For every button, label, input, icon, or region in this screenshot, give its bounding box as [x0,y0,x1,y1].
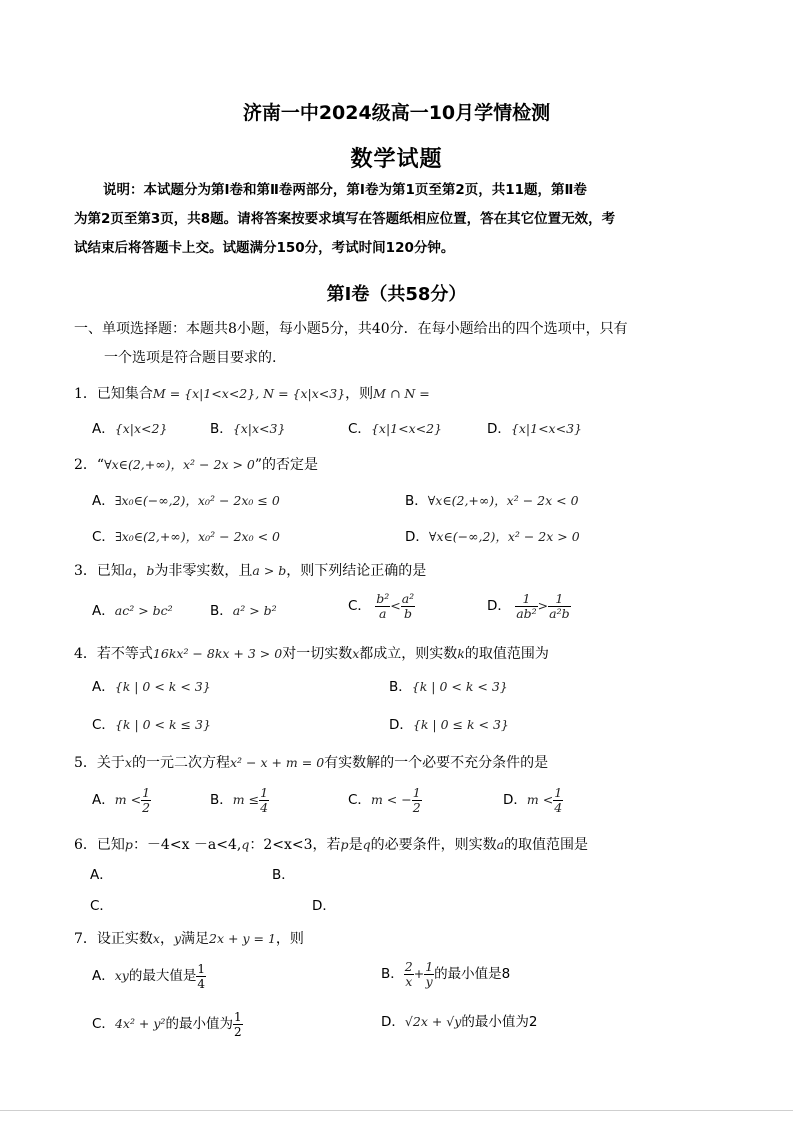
fraction [553,786,563,815]
math-expression: y [173,931,182,946]
question-text: 已知 [96,837,125,853]
option-math: xy [114,968,129,983]
option-math: {k | 0 < k ≤ 3} [114,717,211,732]
fraction [548,592,570,621]
denominator: y [425,974,433,989]
denominator: a [379,606,387,621]
option-label: D． [381,1014,405,1030]
question-text: ， [159,931,174,947]
option-math: {x|1<x<2} [370,421,443,436]
fraction [259,786,269,815]
math-expression: a [124,563,133,578]
relation: < [390,598,401,613]
numerator: 2 [404,959,413,974]
option-label: A． [92,603,115,619]
numerator: a² [401,591,415,606]
numerator: 1 [554,785,563,800]
numerator: 1 [425,959,434,974]
option-label: B． [210,603,233,619]
denominator: 4 [554,800,563,815]
numerator: 1 [197,962,206,976]
option-math: m < [526,792,554,807]
denominator: 2 [412,800,421,815]
math-expression: b [146,563,155,578]
q1-option-d[interactable] [487,417,582,437]
math-expression: 16kx² − 8kx + 3 > 0 [152,646,283,661]
option-math: ∃x₀∈(−∞,2)，x₀² − 2x₀ ≤ 0 [114,493,280,508]
q3-option-d[interactable] [487,592,571,621]
option-label: B． [272,867,295,883]
q5-option-b[interactable] [210,786,269,815]
q3-option-c[interactable] [348,592,415,621]
math-expression: M = {x|1<x<2}, N = {x|x<3} [152,386,346,401]
option-label: D． [487,598,511,614]
fraction [404,960,414,989]
q1-option-c[interactable] [348,417,442,437]
q6-option-d[interactable] [312,894,336,914]
plus-sign: + [413,966,425,981]
math-expression: 2x + y = 1 [209,931,276,946]
option-label: B． [389,679,412,695]
question-text: 都成立，则实数 [359,646,458,662]
question-text: 的取值范围是 [504,837,589,853]
question-text: 关于 [96,755,125,771]
option-label: C． [348,792,371,808]
instructions-line-3: 试结束后将答题卡上交。试题满分150分，考试时间120分钟。 [74,240,455,256]
option-label: D． [312,898,336,914]
question-number: 1． [74,386,97,402]
math-expression: k [457,646,465,661]
option-text: 的最小值为 [165,1016,233,1032]
option-math: ∀x∈(−∞,2)，x² − 2x > 0 [428,529,580,544]
math-expression: x² − x + m = 0 [229,755,325,770]
option-label: C． [90,898,113,914]
math-expression: x [124,755,132,770]
question-text: 有实数解的一个必要不充分条件的是 [324,755,549,771]
question-text: ，则下列结论正确的是 [286,563,427,579]
q4-option-d[interactable] [389,713,509,733]
q3-option-b[interactable] [210,599,277,619]
question-text: ，则 [345,386,374,402]
question-text: ”的否定是 [254,457,319,473]
q5-option-a[interactable] [92,786,151,815]
q2-option-a[interactable] [92,489,280,509]
question-text: ：2<x<3，若 [249,837,341,853]
option-math: {x|x<2} [114,421,168,436]
numerator: 1 [233,1010,242,1024]
q7-option-c[interactable] [92,1010,243,1039]
q6-option-a[interactable] [90,863,113,883]
option-math: {k | 0 < k < 3} [114,679,211,694]
option-text: 的最大值是 [128,968,197,984]
section-title: 第Ⅰ卷（共58分） [326,284,467,305]
instructions-line-2: 为第2页至第3页，共8题。请将答案按要求填写在答题纸相应位置，答在其它位置无效，考 [74,211,616,227]
math-expression: q [362,837,371,852]
denominator: x [405,974,413,989]
school-title: 济南一中2024级高一10月学情检测 [242,102,551,124]
question-2 [74,454,318,474]
question-text: 的一元二次方程 [131,755,230,771]
option-value: 2 [528,1014,538,1030]
relation: > [537,598,549,613]
q7-option-a[interactable] [92,962,206,991]
option-math: {x|x<3} [232,421,286,436]
question-number: 6． [74,837,97,853]
question-text: 已知 [96,563,125,579]
option-math: ac² > bc² [114,603,173,618]
fraction [375,592,390,621]
option-label: A． [92,421,115,437]
question-text: 的必要条件，则实数 [370,837,497,853]
option-text: 的最小值是 [434,966,502,982]
question-text: 已知集合 [96,386,153,402]
option-label: B． [405,493,428,509]
denominator: 2 [233,1025,242,1039]
math-expression: q [241,837,250,852]
option-math: {k | 0 < k < 3} [411,679,508,694]
question-5 [74,752,548,772]
numerator: 1 [548,592,570,607]
q5-option-c[interactable] [348,786,422,815]
q2-option-c[interactable] [92,525,280,545]
math-expression: a [496,837,505,852]
part-heading-line-1: 一、单项选择题：本题共8小题，每小题5分，共40分．在每小题给出的四个选项中，只有 [74,321,628,337]
numerator: b² [376,591,390,606]
fraction [515,592,537,621]
page-bottom-divider [0,1110,793,1111]
option-label: D． [389,717,413,733]
math-expression: p [340,837,349,852]
fraction [401,592,415,621]
option-label: A． [92,792,115,808]
subject-title: 数学试题 [350,147,443,172]
option-label: A． [92,968,115,984]
option-math: a² > b² [232,603,277,618]
option-label: B． [210,421,233,437]
option-math: m ≤ [232,792,260,807]
part-heading-line-2: 一个选项是符合题目要求的. [104,350,277,366]
option-value: 8 [501,966,511,982]
math-expression: p [124,837,133,852]
option-label: C． [348,598,371,614]
numerator: 1 [260,785,269,800]
option-label: C． [92,717,115,733]
q7-option-d[interactable] [381,1010,537,1030]
denominator: 4 [260,800,269,815]
question-7 [74,928,304,948]
question-number: 7． [74,931,97,947]
q2-option-b[interactable] [405,489,579,509]
math-expression: x [152,931,160,946]
question-text: 设正实数 [96,931,153,947]
denominator: b [403,606,412,621]
numerator: 1 [142,785,151,800]
question-1 [74,383,430,403]
q2-option-d[interactable] [405,525,580,545]
option-label: A． [92,679,115,695]
instructions-line-1: 说明：本试题分为第Ⅰ卷和第Ⅱ卷两部分，第Ⅰ卷为第1页至第2页，共11题，第Ⅱ卷 [103,182,587,198]
question-number: 4． [74,646,97,662]
option-label: D． [487,421,511,437]
option-label: C． [92,1016,115,1032]
question-text: 若不等式 [96,646,153,662]
denominator: 2 [142,800,151,815]
math-expression: a > b [252,563,287,578]
option-math: {k | 0 ≤ k < 3} [412,717,509,732]
option-label: A． [90,867,113,883]
option-label: A． [92,493,115,509]
numerator: 1 [515,592,537,607]
question-number: 5． [74,755,97,771]
q5-option-d[interactable] [503,786,563,815]
option-math: m < [114,792,142,807]
q4-option-b[interactable] [389,675,508,695]
fraction [141,786,151,815]
question-text: “ [96,457,105,473]
fraction [196,962,206,991]
option-label: D． [503,792,527,808]
q4-option-a[interactable] [92,675,211,695]
option-math: √2x + √y [404,1014,462,1029]
q3-option-a[interactable] [92,599,173,619]
question-text: 满足 [181,931,210,947]
question-number: 2． [74,457,97,473]
option-label: B． [210,792,233,808]
question-6 [74,834,588,854]
option-text: 的最小值为 [461,1014,529,1030]
question-4 [74,643,549,663]
option-label: C． [348,421,371,437]
option-label: B． [381,966,404,982]
question-text: 的取值范围为 [464,646,549,662]
option-label: D． [405,529,429,545]
question-text: ， [132,563,147,579]
option-math: m < − [370,792,412,807]
option-label: C． [92,529,115,545]
option-math: 4x² + y² [114,1016,166,1031]
fraction [424,960,434,989]
question-text: 是 [348,837,363,853]
q6-option-b[interactable] [272,863,295,883]
q1-option-a[interactable] [92,417,167,437]
math-expression: M ∩ N = [373,386,430,401]
question-text: ，则 [275,931,304,947]
math-expression: x [352,646,360,661]
denominator: a²b [549,606,570,621]
option-math: ∀x∈(2,+∞)，x² − 2x < 0 [427,493,579,508]
option-math: {x|1<x<3} [510,421,582,436]
question-text: 为非零实数，且 [154,563,253,579]
fraction [233,1010,243,1039]
q4-option-c[interactable] [92,713,211,733]
question-text: 对一切实数 [282,646,353,662]
q1-option-b[interactable] [210,417,285,437]
numerator: 1 [412,785,421,800]
denominator: 4 [197,977,206,991]
option-math: ∃x₀∈(2,+∞)，x₀² − 2x₀ < 0 [114,529,280,544]
question-text: ：－4<x －a<4, [132,837,242,853]
fraction [412,786,422,815]
question-number: 3． [74,563,97,579]
math-expression: ∀x∈(2,+∞)，x² − 2x > 0 [104,457,255,472]
q6-option-c[interactable] [90,894,113,914]
q7-option-b[interactable] [381,960,510,989]
denominator: ab² [516,606,537,621]
question-3 [74,560,426,580]
